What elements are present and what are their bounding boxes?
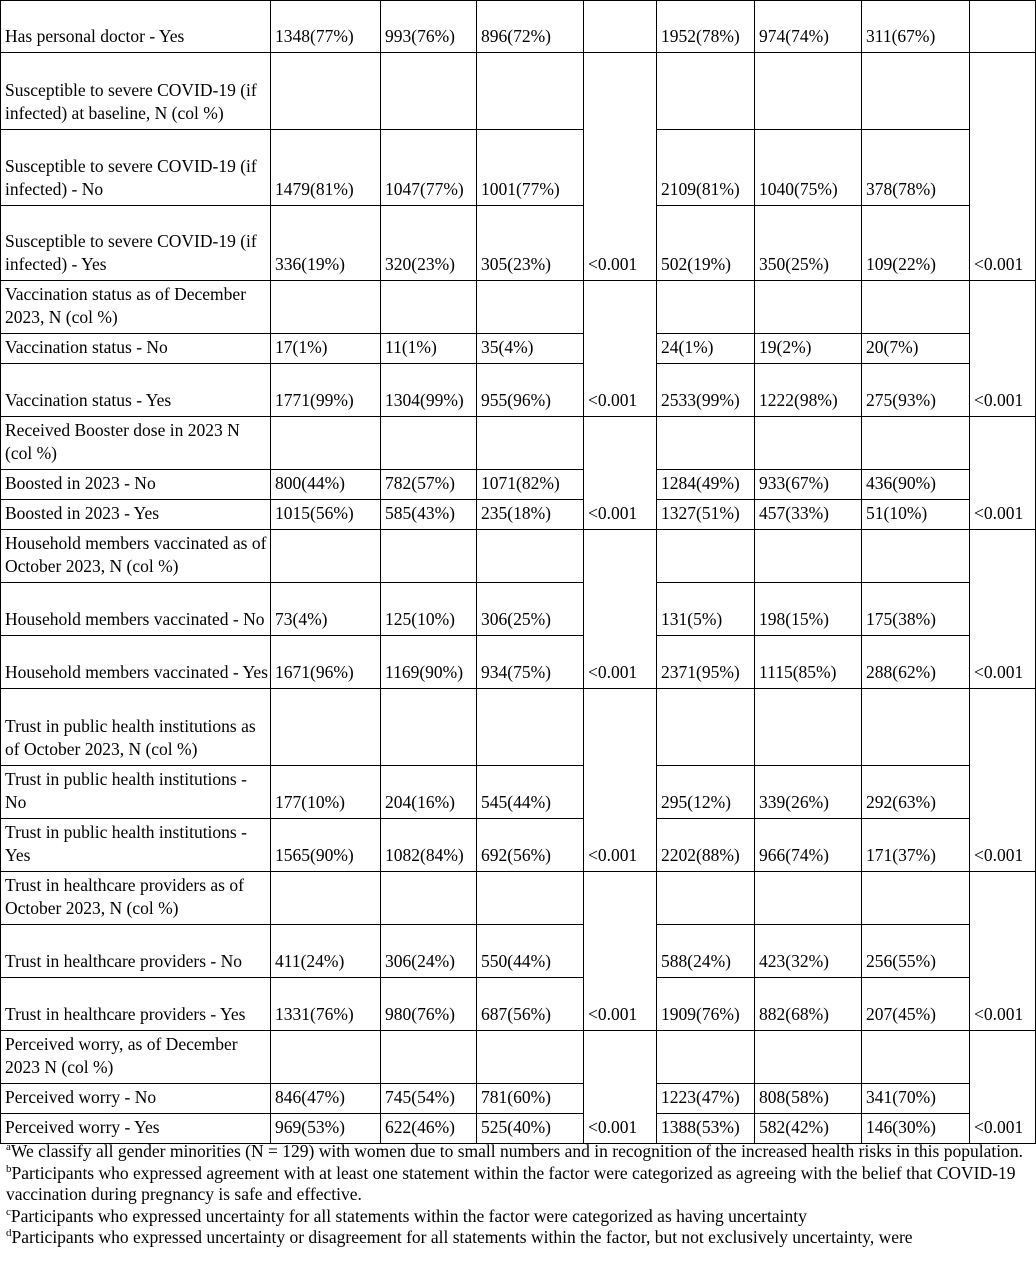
table-cell: 1001(77%) <box>477 130 584 206</box>
table-cell: 207(45%) <box>862 978 970 1031</box>
table-cell: 800(44%) <box>271 470 381 500</box>
table-cell: 320(23%) <box>381 206 477 281</box>
table-cell: 1071(82%) <box>477 470 584 500</box>
footnote <box>6 1206 1034 1228</box>
p-value-cell: <0.001 <box>584 689 657 872</box>
table-cell: 1040(75%) <box>755 130 862 206</box>
table-cell: 1169(90%) <box>381 636 477 689</box>
table-cell: 1047(77%) <box>381 130 477 206</box>
empty-cell <box>271 872 381 925</box>
table-cell: 2371(95%) <box>657 636 755 689</box>
table-cell: 745(54%) <box>381 1084 477 1114</box>
table-cell: 1388(53%) <box>657 1114 755 1144</box>
table-cell: 2109(81%) <box>657 130 755 206</box>
table-cell: 934(75%) <box>477 636 584 689</box>
p-value-cell: <0.001 <box>584 281 657 417</box>
empty-cell <box>271 281 381 334</box>
footnote-mark: d <box>6 1227 12 1239</box>
empty-cell <box>477 689 584 766</box>
table-cell: 1671(96%) <box>271 636 381 689</box>
empty-cell <box>381 53 477 130</box>
empty-cell <box>862 1031 970 1084</box>
p-value-cell: <0.001 <box>584 53 657 281</box>
table-cell: 1284(49%) <box>657 470 755 500</box>
row-label: Boosted in 2023 - Yes <box>1 500 271 530</box>
empty-cell <box>862 53 970 130</box>
table-cell: 204(16%) <box>381 766 477 819</box>
group-header-label: Received Booster dose in 2023 N (col %) <box>1 417 271 470</box>
group-header-label: Trust in public health institutions as of October 2023, N (col %) <box>1 689 271 766</box>
table-row <box>1 819 1036 872</box>
group-header-row <box>1 1031 1036 1084</box>
table-cell: 1909(76%) <box>657 978 755 1031</box>
group-header-label: Trust in healthcare providers as of October 2023, N (col %) <box>1 872 271 925</box>
table-cell: 1223(47%) <box>657 1084 755 1114</box>
footnote-mark: c <box>6 1205 11 1218</box>
row-label: Trust in healthcare providers - Yes <box>1 978 271 1031</box>
table-row <box>1 206 1036 281</box>
table-row <box>1 130 1036 206</box>
p-value-cell <box>970 1 1036 53</box>
footnote <box>6 1163 1034 1206</box>
group-header-label: Household members vaccinated as of October 2023, N (col %) <box>1 530 271 583</box>
empty-cell <box>477 1031 584 1084</box>
table-cell: 306(25%) <box>477 583 584 636</box>
table-cell: 436(90%) <box>862 470 970 500</box>
table-cell: 339(26%) <box>755 766 862 819</box>
table-cell: 808(58%) <box>755 1084 862 1114</box>
table-cell: 582(42%) <box>755 1114 862 1144</box>
empty-cell <box>477 417 584 470</box>
table-cell: 969(53%) <box>271 1114 381 1144</box>
p-value-cell: <0.001 <box>970 872 1036 1031</box>
table-cell: 993(76%) <box>381 1 477 53</box>
table-cell: 411(24%) <box>271 925 381 978</box>
row-label: Susceptible to severe COVID-19 (if infected) - Yes <box>1 206 271 281</box>
row-label: Susceptible to severe COVID-19 (if infected) - No <box>1 130 271 206</box>
table-cell: 306(24%) <box>381 925 477 978</box>
empty-cell <box>381 689 477 766</box>
empty-cell <box>862 417 970 470</box>
empty-cell <box>657 872 755 925</box>
table-cell: 502(19%) <box>657 206 755 281</box>
p-value-cell: <0.001 <box>584 872 657 1031</box>
table-cell: 51(10%) <box>862 500 970 530</box>
empty-cell <box>862 530 970 583</box>
footnote-text: Participants who expressed agreement with at least one statement within the factor were categorized as agreeing with the belief that COVID-19 vaccination during pregnancy is safe and effective. <box>6 1162 1016 1204</box>
group-header-row <box>1 530 1036 583</box>
empty-cell <box>755 281 862 334</box>
table-row <box>1 1114 1036 1144</box>
row-label: Trust in public health institutions - Yes <box>1 819 271 872</box>
table-cell: 341(70%) <box>862 1084 970 1114</box>
table-cell: 1479(81%) <box>271 130 381 206</box>
empty-cell <box>271 417 381 470</box>
table-cell: 955(96%) <box>477 364 584 417</box>
table-cell: 73(4%) <box>271 583 381 636</box>
table-cell: 1565(90%) <box>271 819 381 872</box>
table-row <box>1 925 1036 978</box>
table-cell: 292(63%) <box>862 766 970 819</box>
empty-cell <box>381 872 477 925</box>
table-cell: 146(30%) <box>862 1114 970 1144</box>
footnote-text: Participants who expressed uncertainty or disagreement for all statements within the factor, but not exclusively uncertainty, were <box>11 1227 913 1247</box>
empty-cell <box>755 53 862 130</box>
table-cell: 1304(99%) <box>381 364 477 417</box>
empty-cell <box>271 53 381 130</box>
empty-cell <box>477 530 584 583</box>
group-header-row <box>1 417 1036 470</box>
table-row <box>1 978 1036 1031</box>
table-row <box>1 766 1036 819</box>
table-cell: 1327(51%) <box>657 500 755 530</box>
table-row <box>1 334 1036 364</box>
table-cell: 1952(78%) <box>657 1 755 53</box>
table-cell: 295(12%) <box>657 766 755 819</box>
p-value-cell: <0.001 <box>584 1031 657 1144</box>
row-label: Perceived worry - Yes <box>1 1114 271 1144</box>
row-label: Vaccination status - No <box>1 334 271 364</box>
empty-cell <box>381 1031 477 1084</box>
table-row <box>1 1 1036 53</box>
empty-cell <box>862 281 970 334</box>
empty-cell <box>657 530 755 583</box>
table-cell: 109(22%) <box>862 206 970 281</box>
footnote-mark: a <box>6 1141 11 1153</box>
table-cell: 1222(98%) <box>755 364 862 417</box>
group-header-row <box>1 872 1036 925</box>
table-cell: 545(44%) <box>477 766 584 819</box>
table-body <box>1 1 1036 1144</box>
table-cell: 980(76%) <box>381 978 477 1031</box>
empty-cell <box>381 417 477 470</box>
table-cell: 550(44%) <box>477 925 584 978</box>
table-cell: 1348(77%) <box>271 1 381 53</box>
table-cell: 288(62%) <box>862 636 970 689</box>
table-cell: 378(78%) <box>862 130 970 206</box>
table-cell: 125(10%) <box>381 583 477 636</box>
table-row <box>1 583 1036 636</box>
table-cell: 781(60%) <box>477 1084 584 1114</box>
table-cell: 177(10%) <box>271 766 381 819</box>
empty-cell <box>755 1031 862 1084</box>
table-cell: 588(24%) <box>657 925 755 978</box>
table-cell: 24(1%) <box>657 334 755 364</box>
empty-cell <box>271 530 381 583</box>
p-value-cell: <0.001 <box>970 689 1036 872</box>
footnote-text: Participants who expressed uncertainty for all statements within the factor were categorized as having uncertainty <box>10 1205 807 1226</box>
table-cell: 175(38%) <box>862 583 970 636</box>
table-cell: 336(19%) <box>271 206 381 281</box>
table-cell: 423(32%) <box>755 925 862 978</box>
empty-cell <box>271 689 381 766</box>
footnote <box>6 1227 1034 1249</box>
table-cell: 687(56%) <box>477 978 584 1031</box>
table-cell: 974(74%) <box>755 1 862 53</box>
table-cell: 933(67%) <box>755 470 862 500</box>
table-cell: 585(43%) <box>381 500 477 530</box>
group-header-row <box>1 689 1036 766</box>
table-cell: 896(72%) <box>477 1 584 53</box>
row-label: Has personal doctor - Yes <box>1 1 271 53</box>
table-cell: 966(74%) <box>755 819 862 872</box>
p-value-cell: <0.001 <box>970 417 1036 530</box>
table-row <box>1 470 1036 500</box>
p-value-cell: <0.001 <box>584 530 657 689</box>
table-cell: 256(55%) <box>862 925 970 978</box>
table-cell: 846(47%) <box>271 1084 381 1114</box>
table-cell: 35(4%) <box>477 334 584 364</box>
table-cell: 20(7%) <box>862 334 970 364</box>
table-row <box>1 500 1036 530</box>
empty-cell <box>657 417 755 470</box>
group-header-row <box>1 281 1036 334</box>
table-cell: 235(18%) <box>477 500 584 530</box>
table-cell: 350(25%) <box>755 206 862 281</box>
group-header-label: Perceived worry, as of December 2023 N (col %) <box>1 1031 271 1084</box>
row-label: Household members vaccinated - Yes <box>1 636 271 689</box>
table-cell: 275(93%) <box>862 364 970 417</box>
empty-cell <box>755 417 862 470</box>
table-cell: 1082(84%) <box>381 819 477 872</box>
empty-cell <box>755 872 862 925</box>
empty-cell <box>477 281 584 334</box>
empty-cell <box>381 530 477 583</box>
row-label: Perceived worry - No <box>1 1084 271 1114</box>
p-value-cell: <0.001 <box>970 53 1036 281</box>
p-value-cell: <0.001 <box>584 417 657 530</box>
table-cell: 2533(99%) <box>657 364 755 417</box>
group-header-row <box>1 53 1036 130</box>
empty-cell <box>862 689 970 766</box>
table-row <box>1 364 1036 417</box>
empty-cell <box>657 53 755 130</box>
table-cell: 782(57%) <box>381 470 477 500</box>
p-value-cell: <0.001 <box>970 1031 1036 1144</box>
table-cell: 17(1%) <box>271 334 381 364</box>
table-cell: 1771(99%) <box>271 364 381 417</box>
row-label: Boosted in 2023 - No <box>1 470 271 500</box>
table-cell: 171(37%) <box>862 819 970 872</box>
table-cell: 11(1%) <box>381 334 477 364</box>
table-cell: 305(23%) <box>477 206 584 281</box>
table-cell: 311(67%) <box>862 1 970 53</box>
table-cell: 131(5%) <box>657 583 755 636</box>
empty-cell <box>271 1031 381 1084</box>
empty-cell <box>657 281 755 334</box>
row-label: Household members vaccinated - No <box>1 583 271 636</box>
row-label: Trust in public health institutions - No <box>1 766 271 819</box>
table-cell: 1331(76%) <box>271 978 381 1031</box>
empty-cell <box>477 53 584 130</box>
row-label: Vaccination status - Yes <box>1 364 271 417</box>
empty-cell <box>477 872 584 925</box>
table-cell: 1115(85%) <box>755 636 862 689</box>
table-cell: 457(33%) <box>755 500 862 530</box>
empty-cell <box>381 281 477 334</box>
table-row <box>1 636 1036 689</box>
table-cell: 198(15%) <box>755 583 862 636</box>
table-cell: 622(46%) <box>381 1114 477 1144</box>
group-header-label: Susceptible to severe COVID-19 (if infected) at baseline, N (col %) <box>1 53 271 130</box>
footnotes <box>6 1141 1034 1249</box>
empty-cell <box>657 1031 755 1084</box>
footnote <box>6 1141 1034 1163</box>
table-cell: 525(40%) <box>477 1114 584 1144</box>
table-cell: 692(56%) <box>477 819 584 872</box>
p-value-cell: <0.001 <box>970 530 1036 689</box>
footnote-mark: b <box>6 1162 12 1175</box>
empty-cell <box>755 530 862 583</box>
table-cell: 2202(88%) <box>657 819 755 872</box>
table-cell: 19(2%) <box>755 334 862 364</box>
empty-cell <box>657 689 755 766</box>
group-header-label: Vaccination status as of December 2023, N (col %) <box>1 281 271 334</box>
p-value-cell: <0.001 <box>970 281 1036 417</box>
table-cell: 1015(56%) <box>271 500 381 530</box>
table-cell: 882(68%) <box>755 978 862 1031</box>
table-row <box>1 1084 1036 1114</box>
footnote-text: We classify all gender minorities (N = 129) with women due to small numbers and in recognition of the increased health risks in this population. <box>10 1141 1023 1161</box>
row-label: Trust in healthcare providers - No <box>1 925 271 978</box>
empty-cell <box>755 689 862 766</box>
empty-cell <box>862 872 970 925</box>
p-value-cell <box>584 1 657 53</box>
